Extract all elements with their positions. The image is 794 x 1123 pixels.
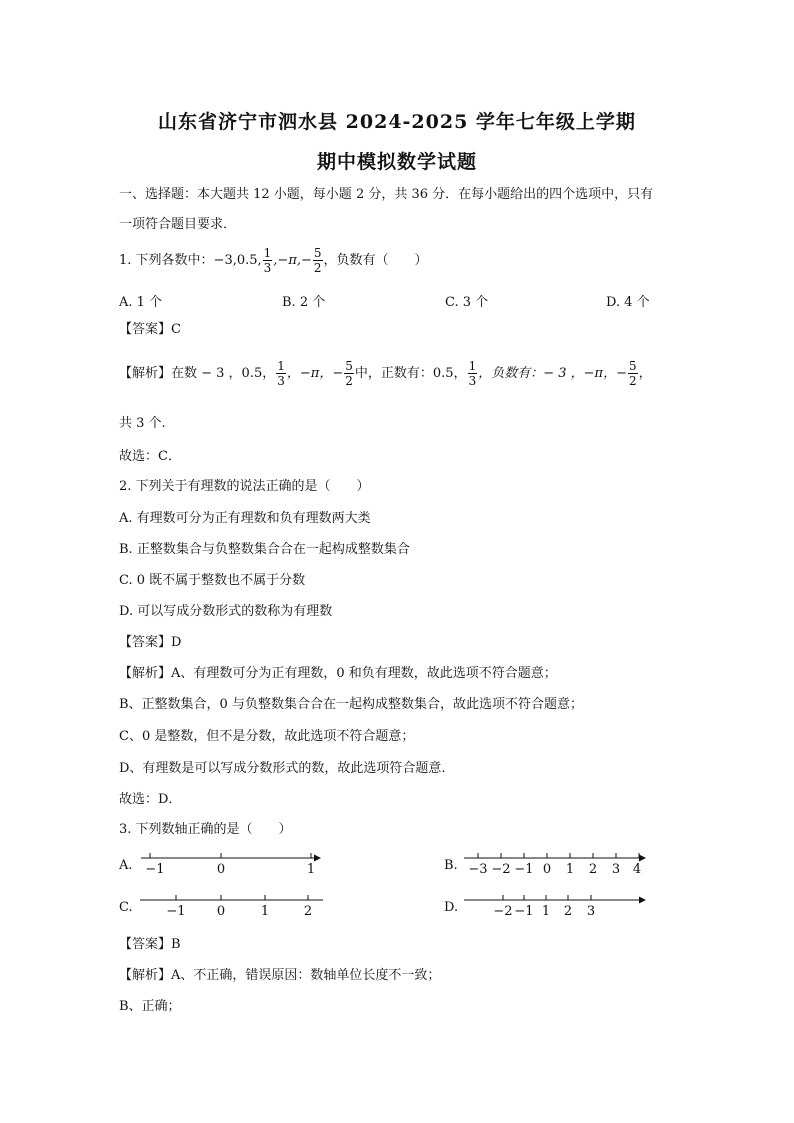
q2-analysis-line: 【解析】A、有理数可分为正有理数，0 和负有理数，故此选项不符合题意；: [119, 666, 557, 681]
q1-analysis-frac-one-third: $\frac{1}{3}$: [277, 359, 285, 388]
q1-frac-one-third: $\frac{1}{3}$: [263, 246, 272, 275]
arrow-head: [314, 855, 321, 862]
q1-stem: [119, 247, 428, 274]
q2-option-a: A. 有理数可分为正有理数和负有理数两大类: [119, 511, 371, 526]
q3-stem: 3. 下列数轴正确的是（ ）: [119, 822, 292, 837]
tick-label: 1: [260, 904, 270, 919]
tick-label: 2: [563, 904, 573, 919]
tick-label: 0: [216, 862, 226, 877]
tick-label: 2: [303, 904, 313, 919]
q3-number-line-d: [460, 890, 655, 922]
tick-label: 1: [541, 904, 551, 919]
q1-analysis-d: ，负数有：− 3 ，−π，−: [478, 366, 627, 381]
q3-option-a-label: A.: [119, 858, 133, 873]
section-intro-line2: 一项符合题目要求．: [119, 217, 237, 232]
doc-title-line1: 山东省济宁市泗水县 2024-2025 学年七年级上学期: [158, 111, 636, 133]
tick-label: −1: [145, 862, 165, 877]
q2-analysis-line: D、有理数是可以写成分数形式的数，故此选项符合题意.: [119, 761, 446, 776]
arrow-head: [639, 855, 646, 862]
q2-option-d: D. 可以写成分数形式的数称为有理数: [119, 604, 333, 619]
tick-label: 0: [542, 862, 552, 877]
q2-option-c: C. 0 既不属于整数也不属于分数: [119, 573, 306, 588]
q1-analysis-a: 【解析】在数 − 3 ，0.5，: [119, 366, 276, 381]
tick-label: 1: [565, 862, 575, 877]
q1-option-b: B. 2 个: [282, 295, 326, 310]
q1-analysis-cont: 共 3 个.: [119, 416, 166, 431]
q3-option-d-label: D.: [444, 900, 459, 915]
q1-analysis: [119, 360, 652, 387]
q1-stem-numbers: −3,0.5,: [213, 253, 262, 268]
q1-analysis-c: 中，正数有：0.5，: [354, 366, 467, 381]
q3-option-c-label: C.: [119, 900, 133, 915]
q1-option-d: D. 4 个: [606, 295, 650, 310]
q2-analysis-line: B、正整数集合，0 与负整数集合合在一起构成整数集合，故此选项不符合题意；: [119, 697, 583, 712]
q1-analysis-b: ，−π，−: [286, 366, 344, 381]
q1-option-c: C. 3 个: [445, 295, 489, 310]
arrow-head: [639, 897, 646, 904]
q1-analysis-frac-five-halves-2: $\frac{5}{2}$: [628, 359, 637, 388]
q3-analysis-line: B、正确；: [119, 999, 181, 1014]
q3-number-line-a: [135, 848, 330, 880]
q2-conclusion: 故选：D．: [119, 792, 182, 807]
q1-pi-part: ,−π,−: [273, 253, 312, 268]
q2-answer: 【答案】D: [119, 635, 182, 650]
q3-answer: 【答案】B: [119, 937, 181, 952]
tick-label: 3: [611, 862, 621, 877]
q2-stem: 2. 下列关于有理数的说法正确的是（ ）: [119, 479, 370, 494]
q1-stem-prefix: 1. 下列各数中：: [119, 253, 214, 268]
q1-analysis-e: ，: [638, 366, 652, 381]
doc-title-line2: 期中模拟数学试题: [316, 151, 477, 173]
tick-label: 4: [632, 862, 642, 877]
tick-label: −1: [514, 862, 534, 877]
tick-label: −1: [514, 904, 534, 919]
q1-frac-five-halves: $\frac{5}{2}$: [313, 246, 322, 275]
section-intro-line1: 一、选择题：本大题共 12 小题，每小题 2 分，共 36 分．在每小题给出的四个选项中，只有: [119, 187, 654, 202]
q3-analysis-line: 【解析】A、不正确，错误原因：数轴单位长度不一致；: [119, 968, 441, 983]
q1-option-a: A. 1 个: [119, 295, 163, 310]
q1-analysis-frac-one-third-2: $\frac{1}{3}$: [468, 359, 477, 388]
tick-label: −3: [468, 862, 488, 877]
q3-option-b-label: B.: [444, 858, 458, 873]
q1-analysis-frac-five-halves: $\frac{5}{2}$: [345, 359, 353, 388]
q3-number-line-b: [460, 848, 655, 880]
tick-label: −2: [493, 904, 513, 919]
q1-stem-suffix: ，负数有（ ）: [323, 253, 428, 268]
q2-option-b: B. 正整数集合与负整数集合合在一起构成整数集合: [119, 542, 410, 557]
q1-answer: 【答案】C: [119, 322, 181, 337]
tick-label: 2: [588, 862, 598, 877]
tick-label: 0: [216, 904, 226, 919]
tick-label: 3: [586, 904, 596, 919]
q1-conclusion: 故选：C．: [119, 449, 181, 464]
q2-analysis-line: C、0 是整数，但不是分数，故此选项不符合题意；: [119, 729, 415, 744]
tick-label: −1: [166, 904, 186, 919]
tick-label: −2: [491, 862, 511, 877]
tick-label: 1: [306, 862, 316, 877]
q3-number-line-c: [135, 890, 330, 922]
